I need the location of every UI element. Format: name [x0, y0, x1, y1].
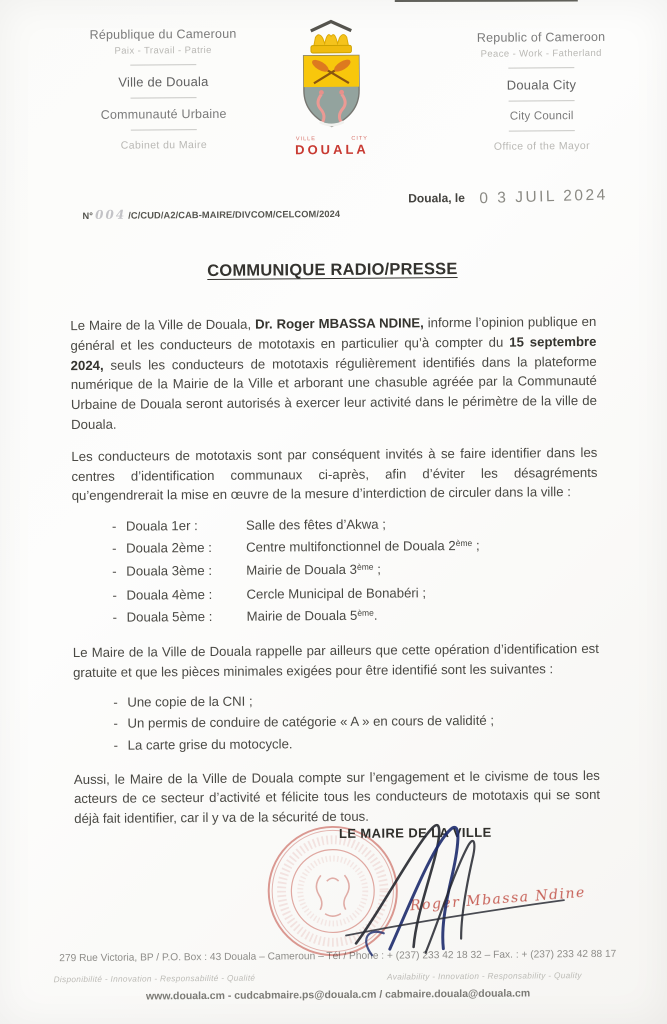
bullet-dash: -	[113, 694, 118, 710]
footer-web-contacts: www.douala.cm - cudcabmaire.ps@douala.cm / cabmaire.douala@douala.cm	[145, 987, 531, 1003]
country-en: Republic of Cameroon	[476, 29, 606, 45]
signature-ink-icon	[337, 814, 576, 968]
divider	[131, 129, 197, 131]
divider	[130, 64, 196, 66]
footer-mottos	[4, 969, 667, 984]
bullet-dash: -	[113, 716, 118, 732]
logo-caption-city: CITY	[351, 135, 368, 142]
signatory-title: LE MAIRE DE LA VILLE	[338, 824, 492, 841]
divider	[508, 67, 574, 69]
list-item	[74, 731, 600, 757]
center-value: Cercle Municipal de Bonabéri ;	[246, 585, 427, 602]
center-value: Salle des fêtes d’Akwa ;	[245, 516, 386, 533]
reference-prefix: N°	[82, 210, 94, 221]
district-label: Douala 3ème :	[126, 563, 213, 579]
reference-code: /C/CUD/A2/CAB-MAIRE/DIVCOM/CELCOM/2024	[128, 208, 341, 221]
scan-artifact	[395, 0, 578, 2]
document-body	[70, 312, 600, 829]
bullet-dash: -	[112, 609, 118, 625]
identification-centers-list	[72, 512, 599, 630]
list-item	[73, 602, 599, 630]
bullet-dash: -	[113, 737, 119, 753]
paragraph-3: Le Maire de la Ville de Douala rappelle par ailleurs que cette opération d’identification est gratuite et que les pièces minimales exigées pour être identifié sont les suivantes :	[72, 641, 599, 680]
coat-of-arms	[285, 18, 378, 158]
document-title: COMMUNIQUE RADIO/PRESSE	[207, 260, 458, 280]
district-label: Douala 4ème :	[126, 586, 213, 603]
city-fr: Ville de Douala	[118, 73, 209, 90]
bullet-dash: -	[112, 587, 117, 603]
office-en: Office of the Mayor	[493, 139, 591, 153]
org-en: City Council	[509, 110, 574, 123]
logo-caption-ville: VILLE	[295, 136, 316, 143]
office-fr: Cabinet du Maire	[120, 138, 208, 152]
footer-motto-en: Availability - Innovation - Responsability - Quality	[386, 970, 582, 982]
center-value: Mairie de Douala 3ème ;	[246, 561, 381, 579]
bullet-dash: -	[112, 540, 117, 556]
header-french	[57, 26, 270, 152]
divider	[509, 130, 575, 132]
footer-motto-fr: Disponibilité - Innovation - Responsabilité - Qualité	[53, 972, 256, 985]
reference-handwritten: 004	[95, 207, 127, 222]
coat-of-arms-icon	[285, 18, 378, 131]
paragraph-1: Le Maire de la Ville de Douala, Dr. Roger MBASSA NDINE, informe l’opinion publique en général et les conducteurs de mototaxis en particulier qu’à compter du 15 septembre 2024, seuls les conducteurs de mototaxis régulièrement identifiés dans la plateforme numérique de la Mairie de la Ville et arborant une chasuble agréée par la Communauté Urbaine de Douala seront autorisés à exercer leur activité dans le périmètre de la ville de Douala.	[70, 313, 597, 433]
required-documents-list	[73, 688, 599, 757]
document-item: La carte grise du motocycle.	[127, 736, 293, 753]
bullet-dash: -	[112, 564, 117, 580]
divider	[509, 100, 575, 102]
footer-address: 279 Rue Victoria, BP / P.O. Box : 43 Douala – Cameroun – Tél / Phone : + (237) 233 42 18 32 – Fax. : + (237) 233 42 88 17	[59, 948, 617, 965]
divider	[131, 97, 197, 99]
document-item: Un permis de conduire de catégorie « A » en cours de validité ;	[127, 713, 495, 731]
paragraph-2: Les conducteurs de mototaxis sont par conséquent invités à se faire identifier dans les centres d’identification communaux ci-après, afin d’éviter les désagréments qu’engendrerait la mise en œuvre de la mesure d’interdiction de circuler dans la ville :	[71, 444, 598, 504]
date-stamp: 0 3 JUIL 2024	[478, 186, 608, 208]
motto-fr: Paix - Travail - Patrie	[114, 44, 212, 57]
district-label: Douala 1er :	[125, 518, 198, 534]
center-value: Centre multifonctionnel de Douala 2ème ;	[246, 537, 480, 555]
document-item: Une copie de la CNI ;	[127, 693, 253, 710]
motto-en: Peace - Work - Fatherland	[480, 47, 602, 60]
district-label: Douala 2ème :	[126, 539, 212, 556]
city-en: Douala City	[506, 77, 577, 93]
paragraph-4: Aussi, le Maire de la Ville de Douala compte sur l’engagement et le civisme de tous les acteurs de ce secteur d’activité et félicite tous les conducteurs de mototaxis qui se sont déjà fait identifier, car il y va de la sécurité de tous.	[73, 767, 601, 827]
district-label: Douala 5ème :	[126, 608, 213, 625]
bullet-dash: -	[111, 518, 117, 534]
reference-number	[82, 206, 340, 222]
date-place: Douala, le	[408, 190, 465, 206]
country-fr: République du Cameroun	[89, 26, 237, 42]
header-english	[435, 30, 648, 154]
date-line	[408, 188, 607, 208]
logo-name: DOUALA	[295, 141, 369, 158]
logo-caption	[286, 136, 378, 143]
signatory-name-script: Roger Mbassa Ndine	[409, 884, 587, 915]
org-fr: Communauté Urbaine	[100, 106, 227, 122]
center-value: Mairie de Douala 5ème.	[246, 607, 378, 624]
